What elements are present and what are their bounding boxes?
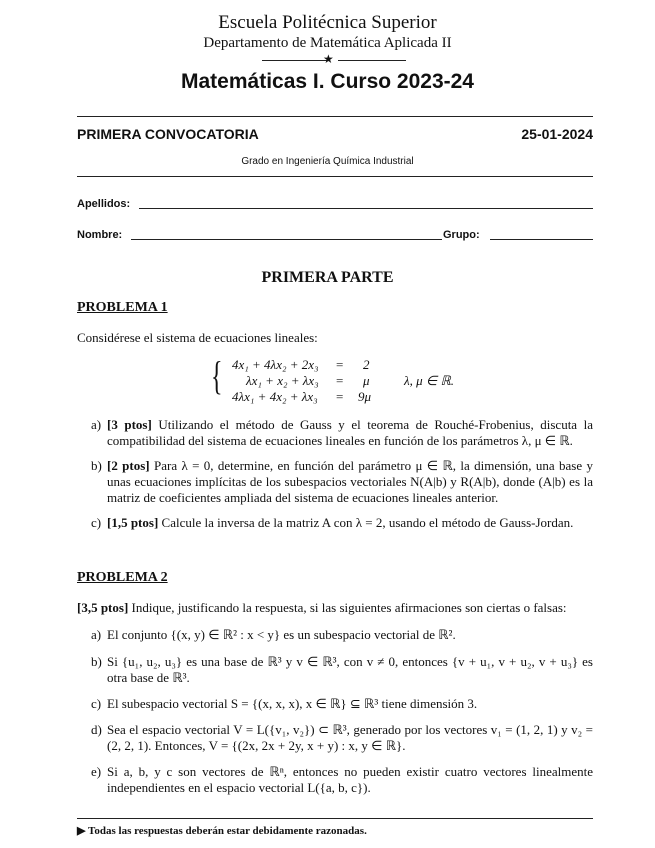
name-field[interactable] xyxy=(131,239,442,240)
problem-1-title: PROBLEMA 1 xyxy=(77,300,168,315)
equation-3-lhs: 4λx₁ + 4x₂ + λx₃ xyxy=(232,389,318,404)
surname-field[interactable] xyxy=(139,208,593,209)
problem-2-intro xyxy=(77,600,593,616)
group-field[interactable] xyxy=(490,239,593,240)
problem-2-item-d xyxy=(91,722,593,754)
problem-2-item-c xyxy=(91,696,593,712)
item-text: Para λ = 0, determine, en función del parámetro μ ∈ ℝ, la dimensión, una base y unas ecuaciones implícitas de los subespacios vectoriales N(A|b) y R(A|b), donde (A|b) es la matriz de coeficientes ampliada del sistema de ecuaciones lineales anterior. xyxy=(107,458,593,505)
item-label: c) xyxy=(91,696,102,711)
equation-3-rhs: 9μ xyxy=(358,389,372,404)
left-brace-icon: { xyxy=(211,353,223,398)
star-icon: ★ xyxy=(323,52,334,66)
equation-2-lhs: λx₁ + x₂ + λx₃ xyxy=(246,373,319,388)
problem-2-item-a xyxy=(91,627,593,643)
equation-1-sign: = xyxy=(336,357,344,372)
triangle-bullet-icon: ▶ xyxy=(77,825,86,837)
surname-label: Apellidos: xyxy=(77,198,131,210)
item-label: b) xyxy=(91,654,102,669)
item-text: Utilizando el método de Gauss y el teorema de Rouché-Frobenius, discuta la compatibilidad del sistema de ecuaciones lineales en función de los parámetros λ, μ ∈ ℝ. xyxy=(107,417,593,448)
course-title: Matemáticas I. Curso 2023-24 xyxy=(181,70,474,93)
equation-2-sign: = xyxy=(336,373,344,388)
item-text: El conjunto {(x, y) ∈ ℝ² : x < y} es un subespacio vectorial de ℝ². xyxy=(107,627,456,642)
divider xyxy=(77,176,593,177)
ornament-rule-left xyxy=(262,60,330,61)
exam-session: PRIMERA CONVOCATORIA xyxy=(77,126,259,142)
school-name: Escuela Politécnica Superior xyxy=(218,12,437,33)
item-points: [2 ptos] xyxy=(107,458,150,473)
part-title: PRIMERA PARTE xyxy=(261,269,394,286)
exam-date: 25-01-2024 xyxy=(521,126,593,142)
item-text: El subespacio vectorial S = {(x, x, x), x ∈ ℝ} ⊆ ℝ³ tiene dimensión 3. xyxy=(107,696,478,711)
problem-2-title: PROBLEMA 2 xyxy=(77,570,168,585)
item-label: c) xyxy=(91,515,102,530)
divider xyxy=(77,116,593,117)
problem-2-item-b xyxy=(91,654,593,686)
item-label: b) xyxy=(91,458,102,473)
name-label: Nombre: xyxy=(77,229,123,241)
problem-1-item-b xyxy=(91,458,593,506)
equation-1-rhs: 2 xyxy=(363,357,370,372)
item-text: Si {u₁, u₂, u₃} es una base de ℝ³ y v ∈ ℝ³, con v ≠ 0, entonces {v + u₁, v + u₂, v + u₃} es otra base de ℝ³. xyxy=(107,654,593,685)
item-text: Sea el espacio vectorial V = L({v₁, v₂}) ⊂ ℝ³, generado por los vectores v₁ = (1, 2, 1) y v₂ = (2, 2, 1). Entonces, V = {(2x, 2x + 2y, x + y) : x, y ∈ ℝ}. xyxy=(107,722,593,753)
parameter-domain: λ, μ ∈ ℝ. xyxy=(404,373,455,388)
department-name: Departamento de Matemática Aplicada II xyxy=(203,35,452,51)
divider xyxy=(77,818,593,819)
problem-2-points: [3,5 ptos] xyxy=(77,600,129,615)
footer-note xyxy=(77,824,367,837)
item-label: a) xyxy=(91,417,102,432)
equation-1-lhs: 4x₁ + 4λx₂ + 2x₃ xyxy=(232,357,319,372)
item-points: [3 ptos] xyxy=(107,417,152,432)
group-label: Grupo: xyxy=(443,229,480,241)
problem-1-item-a xyxy=(91,417,593,449)
item-label: a) xyxy=(91,627,102,642)
equation-2-rhs: μ xyxy=(363,373,370,388)
footer-note-text: Todas las respuestas deberán estar debidamente razonadas. xyxy=(88,825,367,837)
problem-2-intro-text: Indique, justificando la respuesta, si las siguientes afirmaciones son ciertas o falsas: xyxy=(131,600,567,615)
ornament-rule-right xyxy=(338,60,406,61)
item-label: d) xyxy=(91,722,102,737)
equation-3-sign: = xyxy=(336,389,344,404)
degree-name: Grado en Ingeniería Química Industrial xyxy=(241,156,414,167)
item-text: Calcule la inversa de la matriz A con λ = 2, usando el método de Gauss-Jordan. xyxy=(161,515,574,530)
problem-1-intro: Considérese el sistema de ecuaciones lineales: xyxy=(77,330,318,345)
item-label: e) xyxy=(91,764,102,779)
item-points: [1,5 ptos] xyxy=(107,515,159,530)
problem-2-item-e xyxy=(91,764,593,796)
problem-1-item-c xyxy=(91,515,593,531)
item-text: Si a, b, y c son vectores de ℝⁿ, entonces no pueden existir cuatro vectores linealmente independientes en el espacio vectorial L({a, b, c}). xyxy=(107,764,593,795)
